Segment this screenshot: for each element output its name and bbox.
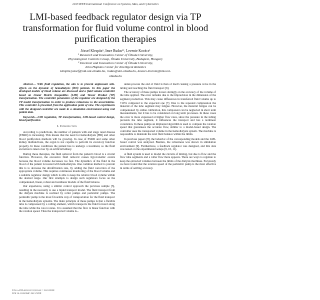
section-heading-introduction: I. Introduction — [57, 124, 77, 129]
left-column — [19, 83, 115, 215]
footer-copyright: 978-1-4799-0652-9/13 $31.00 © 2013 IEEE — [12, 289, 55, 292]
right-paragraph-3: In previous papers [8], the behavior of the corresponding models and the LMI-based control was analyzed. Besides, the robustness was shown in simulation environment [9]. Furthermore, a feedback regulator was designed, and this data was tested on the experimental setups (9, 10, 11). — [120, 136, 216, 152]
abstract — [19, 83, 115, 115]
right-column — [120, 83, 216, 171]
author-names: József Klespitz¹, Imre Rudas¹², Levente Kovács¹ — [80, 49, 151, 53]
right-paragraph-4: A fluid system is used to model the circuits of mixing, but due to flow and the flow tube segments and a roller flow there appears. There are ways to regulate to keep the extracted volumes between the limits of the dialysis machines. Previously we have found that the rotation speed of the peristaltic pump is the most effective in terms of settling accuracy. — [120, 151, 216, 170]
left-paragraph-2: During these therapies, the fluid removal from the patient's blood is a crucial function. However, the excessive fluid removal causes hypovolemic events because the blood volume decreases too fast. The dynamics of the fluid in the blood of the patient is treated with hemodialysis. One common method to prevent this is to decrease the ultrafiltration rate, by adding the fluid correction of the appropriate volume. This requires continuous monitoring of the blood volume and a suitable regulator design which is able to keep the relative blood volume within the desired range. Our first attempts to design such regulators focus on the compensated, linear, robust and nonlinear models of the fluid balance. — [19, 151, 115, 184]
right-paragraph-2: The accuracy of these pumps lowers daringly on the accuracy of the volume of the tube applied. The error remains due to the imprecision in the dimension of the segment production. This may cause differences in transferred fluid volume up to ±10% compared to the expected one [7]. Due to the repeated compression the material of the tube segment may fatigue. However, the material fatigue can be compensated by online calibration, this component can be neglected in short term measurements, but it has to be considered on long term processes. In these cases the error is more expressed at higher flow rates, since the pressure in the tubing prevents the tube segment, it influences the transport and has a nonlinear correlation. In these pumps an implanted algorithm is used to compute the rotation speed that guarantees the accurate flow, similar to a model-based design. The controller uses the transported volume in the hemodialysis system. The machine is responsible to maintain the total fluid balance within the limits. — [120, 89, 216, 137]
paper-title: LMI-based feedback regulator design via TP transformation for fluid volume control in blood purification therapies — [22, 12, 209, 45]
affiliation-line-3: ² Doctoral and Innovation Center of Óbuda University, — [78, 61, 153, 66]
keywords-lead: Keywords — [23, 114, 35, 119]
affiliation-line-4: John Hopkins Center for Intelligent Robotics — [84, 65, 147, 70]
conference-header: 2013 IEEE International Conference on Systems, Man, and Cybernetics — [72, 2, 159, 6]
author-emails: klespitz.jozsef@nik.uni-obuda.hu, rudas@uni-obuda.hu, kovacs.levente@nik.uni-obuda.hu — [60, 69, 171, 78]
abstract-lead: Abstract — [23, 83, 33, 86]
keywords-text: —LMI regulation, TP transformation, LMI-based control design, blood purification — [19, 114, 115, 123]
right-paragraph-1: under-process the end of fluid is then of itself causing a pressure wave in the tubing and reaching the fluid transport [6]. — [120, 83, 216, 90]
left-paragraph-3: Our experience, using a similar control approach the previous sample [5], resulting in the necessity to use a liquid transport model. The fluid transport from the dialysis machine is realized by roller pumps and peristaltic pumps. The peristaltic pump is the most favorable way of transportation for the fluid transport in the hemodialysis systems. The main principle of these pumps is that a flexible tube is compressed by a rolling element, which transports the fluid forward along the tube while the rotor rotates. It is assumed that the flow is linear function with the rotation speed. Thus the transported volume is... — [19, 184, 115, 214]
author-block — [55, 49, 176, 78]
keywords — [19, 116, 115, 123]
abstract-text: — With fluid regulation, the aim is to prevent unpleasant side-effects on the dynamic of hemodialysis (HD) patients. In this paper the developed models of blood volume are discussed and a fluid volume controller based on Linear Matrix Inequalities (LMI) and Tensor Product (TP) transformation. The controller parameters of the regulator are designed by the TP model transformation in order to produce robustness to the uncertainties. This controller is presented from the application point of view. The experiments with the designed controller are made in a simulation environment using real patient data. — [19, 83, 115, 115]
footer-doi: DOI 10.1109/SMC.2013.XXX — [12, 291, 42, 295]
affiliation-line-1: ¹ Research and Innovation Center of Óbuda University, — [77, 53, 154, 58]
affiliation-line-2: Physiological Controls Group, Óbuda University, Budapest, Hungary — [68, 57, 163, 62]
page-footer — [12, 290, 219, 296]
left-paragraph-1: According to predictions, the number of patients with end stage renal disease (ESRD) is increasing. This means that the need for hemodialysis (HD) and other blood purification methods will be growing. In case of ESRD and some other kidney malfunctions, the organ is not capable to perform its excretory function properly. In these conditions the patient has to undergo a treatment, so the fluid excretion is taken over by an artificial kidney. — [19, 129, 115, 152]
